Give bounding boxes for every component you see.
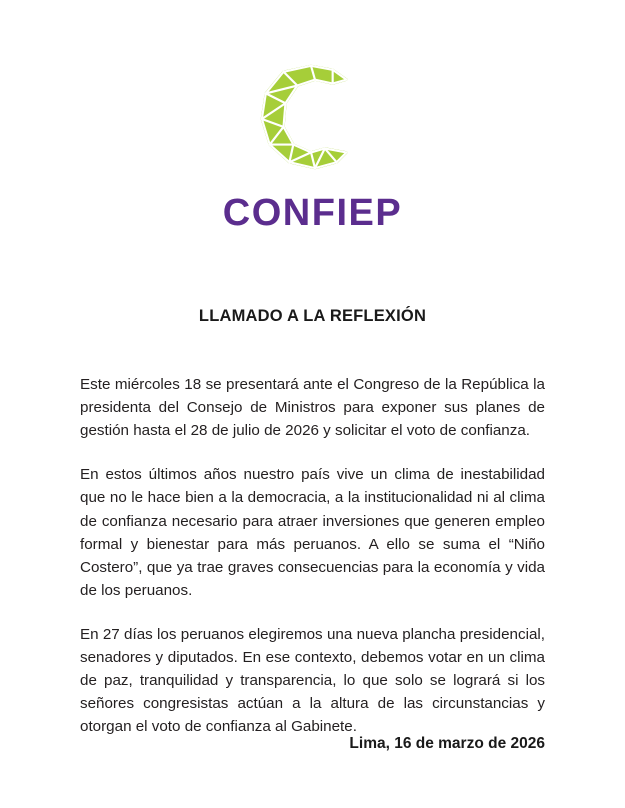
document-body [80, 337, 545, 738]
page-title: LLAMADO A LA REFLEXIÓN [198, 307, 427, 325]
brand-header [0, 0, 625, 235]
confiep-c-polygon-logo-icon [254, 58, 372, 176]
paragraph: En 27 días los peruanos elegiremos una nueva plancha presidencial, senadores y diputados. En ese contexto, debemos votar en un clima de paz, tranquilidad y transparencia, lo que solo se logrará si los señores congresistas actúan a la altura de las circunstancias y otorgan el voto de confianza al Gabinete. [80, 625, 545, 736]
brand-name: CONFIEP [222, 192, 403, 234]
paragraph: En estos últimos años nuestro país vive un clima de inestabilidad que no le hace bien a la democracia, a la institucionalidad ni al clima de confianza necesario para atraer inversiones que generen empleo formal y bienestar para más peruanos. A ello se suma el “Niño Costero”, que ya trae graves consecuencias para la economía y vida de los peruanos. [80, 466, 545, 599]
paragraph: Este miércoles 18 se presentará ante el Congreso de la República la presidenta del Consejo de Ministros para exponer sus planes de gestión hasta el 28 de julio de 2026 y solicitar el voto de confianza. [80, 376, 545, 440]
signature-line: Lima, 16 de marzo de 2026 [349, 735, 545, 752]
